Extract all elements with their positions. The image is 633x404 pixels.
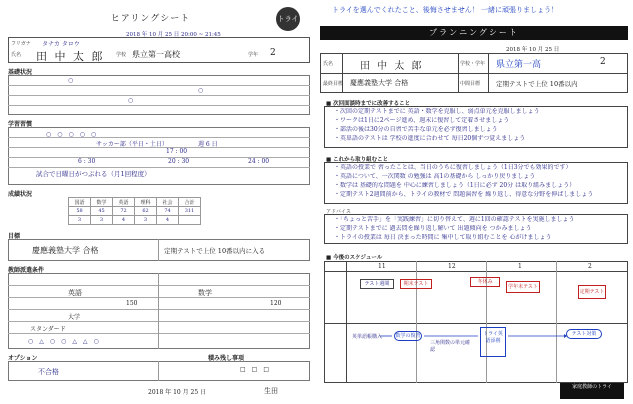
month-11: 11 [378,263,386,270]
year-end-test-box: 学年末テスト [506,281,540,293]
regular-test-box: 定期テスト [578,285,606,299]
planning-date: 2018 年 10 月 25 日 [506,47,560,53]
section-notes-label: 積み残し事項 [208,355,245,362]
schedule-arrows [320,5,628,399]
study-time-3: 20 : 30 [168,158,190,165]
plan-item: トライ英語添削 [480,327,506,357]
advice-line: ・「ちょっと苦手」を「実践練習」に切り替えて、週に1回の確認テストを実施しましょう [334,216,575,223]
section-goal-label: 目標 [8,233,21,240]
plan-item: テスト対策 [566,329,602,339]
hearing-sheet: ヒアリングシート トライ 2018 年 10 月 25 日 20:00 ~ 21:45 フリガナ タナカ タロウ 氏名 田 中 太 郎 学校 県立第一高校 学年 2 基礎状況 ○ ○ ○ 学習習慣 ○ ○ ○ ○ ○ サッカー部（平日・土日） 週 6 日 17 : 00 6 : 30 20 : 30 24 : 00 試合で日曜日がつぶれる（月1回程度） 成績状況 国語 数学 英語 理科 社会 合計 58 45 72 62 74 311 3 3 4 3 4 目標 慶應義塾大学 合格 定期テストで上位 10番以内に入る 教師派遣条件 英語 数学 大学 スタンダード 150 120 ○ △ ○ ○ △ △ ○ オプション 積み残し事項 不合格 □ □ □ 2018 年 10 月 25 日 生田 [8,5,310,399]
schedule-title: ■ 今後のスケジュール [326,255,383,261]
option-choice: 不合格 [38,368,59,376]
planning-school: 県立第一高 [496,60,542,70]
goal-midterm: 定期テストで上位 10番以内に入る [164,247,266,255]
try-footer-logo-icon: 家庭教師のトライ [560,383,624,399]
grades-table: 国語 数学 英語 理科 社会 合計 58 45 72 62 74 311 3 3 4 3 4 [68,197,201,225]
improve-line: ・次回の定期テストまでに 英語・数学を克服し、弱点単元を克服しましょう [334,108,540,115]
advice-line: ・トライの授業は 毎日 決まった時間に 集中して取り組むことを 心がけましょう [334,234,552,241]
habit-note: 試合で日曜日がつぶれる（月1回程度） [36,170,151,178]
hearing-sheet-title: ヒアリングシート [110,14,191,24]
improve-line: ・英単語のテストは 学校の進度に合わせて 毎日20個ずつ覚えましょう [334,135,526,142]
improve-line: ・ワークは1日に2ページ進め、週末に復習して定着させましょう [334,117,510,124]
future-line: ・定期テスト2週間前から、トライの教材で 問題演習を 繰り返し、得意な分野を伸ばしましょう [334,191,594,198]
future-line: ・英語の授業で 習ったことは、当日のうちに復習しましょう（1日3分でも効果的です） [334,164,572,171]
grade: 2 [270,48,276,58]
goal-university: 慶應義塾大学 合格 [32,246,99,255]
section-option-label: オプション [8,355,38,362]
month-1: 1 [518,263,522,270]
planning-goal: 慶應義塾大学 合格 [350,79,409,87]
signature-date: 2018 年 10 月 25 日 [148,389,207,396]
section-basic-label: 基礎状況 [8,69,33,76]
future-line: ・英語について、一次関数 の勉強は 高1の基礎から しっかり戻りましょう [334,173,536,180]
section-plan-label: 教師派遣条件 [8,267,45,274]
final-test-box: 期末テスト [400,279,432,289]
advice-line: ・定期テストまでに 過去問を繰り返し解いて 出題傾向を つかみましょう [334,225,532,232]
winter-break-box: 冬休み [470,277,500,287]
improve-line: ・部活の後は30分の自習で苦手な単元を必ず復習しましょう [334,126,498,133]
planning-midterm: 定期テストで上位 10番以内 [496,80,578,88]
school-name: 県立第一高校 [132,50,180,59]
plan-value-2: 120 [270,300,282,307]
plan-item: 英単語帳購入 [352,334,383,340]
planning-sheet: トライを選んでくれたこと、後悔させません！ 一緒に頑張りましょう！ プランニングシート 2018 年 10 月 25 日 氏名 田 中 太 郎 学校・学年 県立第一高 2 最終目標 慶應義塾大学 合格 中間目標 定期テストで上位 10番以内 ■ 次回面談時までに改善すること ・次回の定期テストまでに 英語・数学を克服し、弱点単元を克服しましょう ・ワークは1日に2ページ進め、週末に復習して定着させましょう ・部活の後は30分の自習で苦手な単元を必ず復習しましょう ・英単語のテストは 学校の進度に合わせて 毎日20個ずつ覚えましょう ■ これから取り組むこと ・英語の授業で 習ったことは、当日のうちに復習しましょう（1日3分でも効果的です） ・英語について、一次関数 の勉強は 高1の基礎から しっかり戻りましょう ・数学は 基礎的な問題を 中心に練習しましょう（1日に必ず 20分 は取り組みましょう） ・定期テスト2週間前から、トライの教材で 問題演習を 繰り返し、得意な分野を伸ばしましょう アドバイス ・「ちょっと苦手」を「実践練習」に切り替えて、週に1回の確認テストを実施しましょう ・定期テストまでに 過去問を繰り返し解いて 出題傾向を つかみましょう ・トライの授業は 毎日 決まった時間に 集中して取り組むことを 心がけましょう ■ 今後のスケジュール 11 12 1 2 テスト週間 期末テスト 冬休み 学年末テスト 定期テスト 英単語帳購入 数学の復習 三角関数の単元確認 トライ英語添削 テスト対策 家庭教師のトライ [320,5,628,399]
planning-sheet-title: プランニングシート [320,26,628,40]
plan-item: 三角関数の単元確認 [430,340,471,353]
signature-name: 生田 [264,387,278,395]
hearing-date: 2018 年 10 月 25 日 20:00 ~ 21:45 [126,32,221,38]
study-time-4: 24 : 00 [248,158,270,165]
month-2: 2 [588,263,592,270]
section-grades-label: 成績状況 [8,191,33,198]
plan-subject-2: 数学 [198,289,212,297]
future-line: ・数学は 基礎的な問題を 中心に練習しましょう（1日に必ず 20分 は取り組みましょう） [334,182,576,189]
study-time-1: 17 : 00 [166,148,188,155]
planning-student-name: 田 中 太 郎 [360,61,424,72]
month-12: 12 [448,263,456,270]
try-logo-icon: トライ [276,7,300,31]
future-title: ■ これから取り組むこと [326,157,389,163]
plan-sub-1: 大学 [68,314,81,321]
student-name: 田 中 太 郎 [36,50,105,63]
plan-subject-1: 英語 [68,289,82,297]
club-activity: サッカー部（平日・土日） [96,141,168,148]
advice-label: アドバイス [326,209,351,215]
test-week-box: テスト週間 [360,279,394,289]
section-study-label: 学習習慣 [8,121,33,128]
plan-value-1: 150 [126,300,138,307]
plan-item: 数学の復習 [395,333,421,339]
furigana: タナカ タロウ [42,41,80,48]
planning-banner: トライを選んでくれたこと、後悔させません！ 一緒に頑張りましょう！ [332,6,559,14]
plan-sub-2: スタンダード [30,326,66,333]
study-time-2: 6 : 30 [78,158,96,165]
planning-grade: 2 [600,57,606,67]
improve-title: ■ 次回面談時までに改善すること [326,101,411,107]
